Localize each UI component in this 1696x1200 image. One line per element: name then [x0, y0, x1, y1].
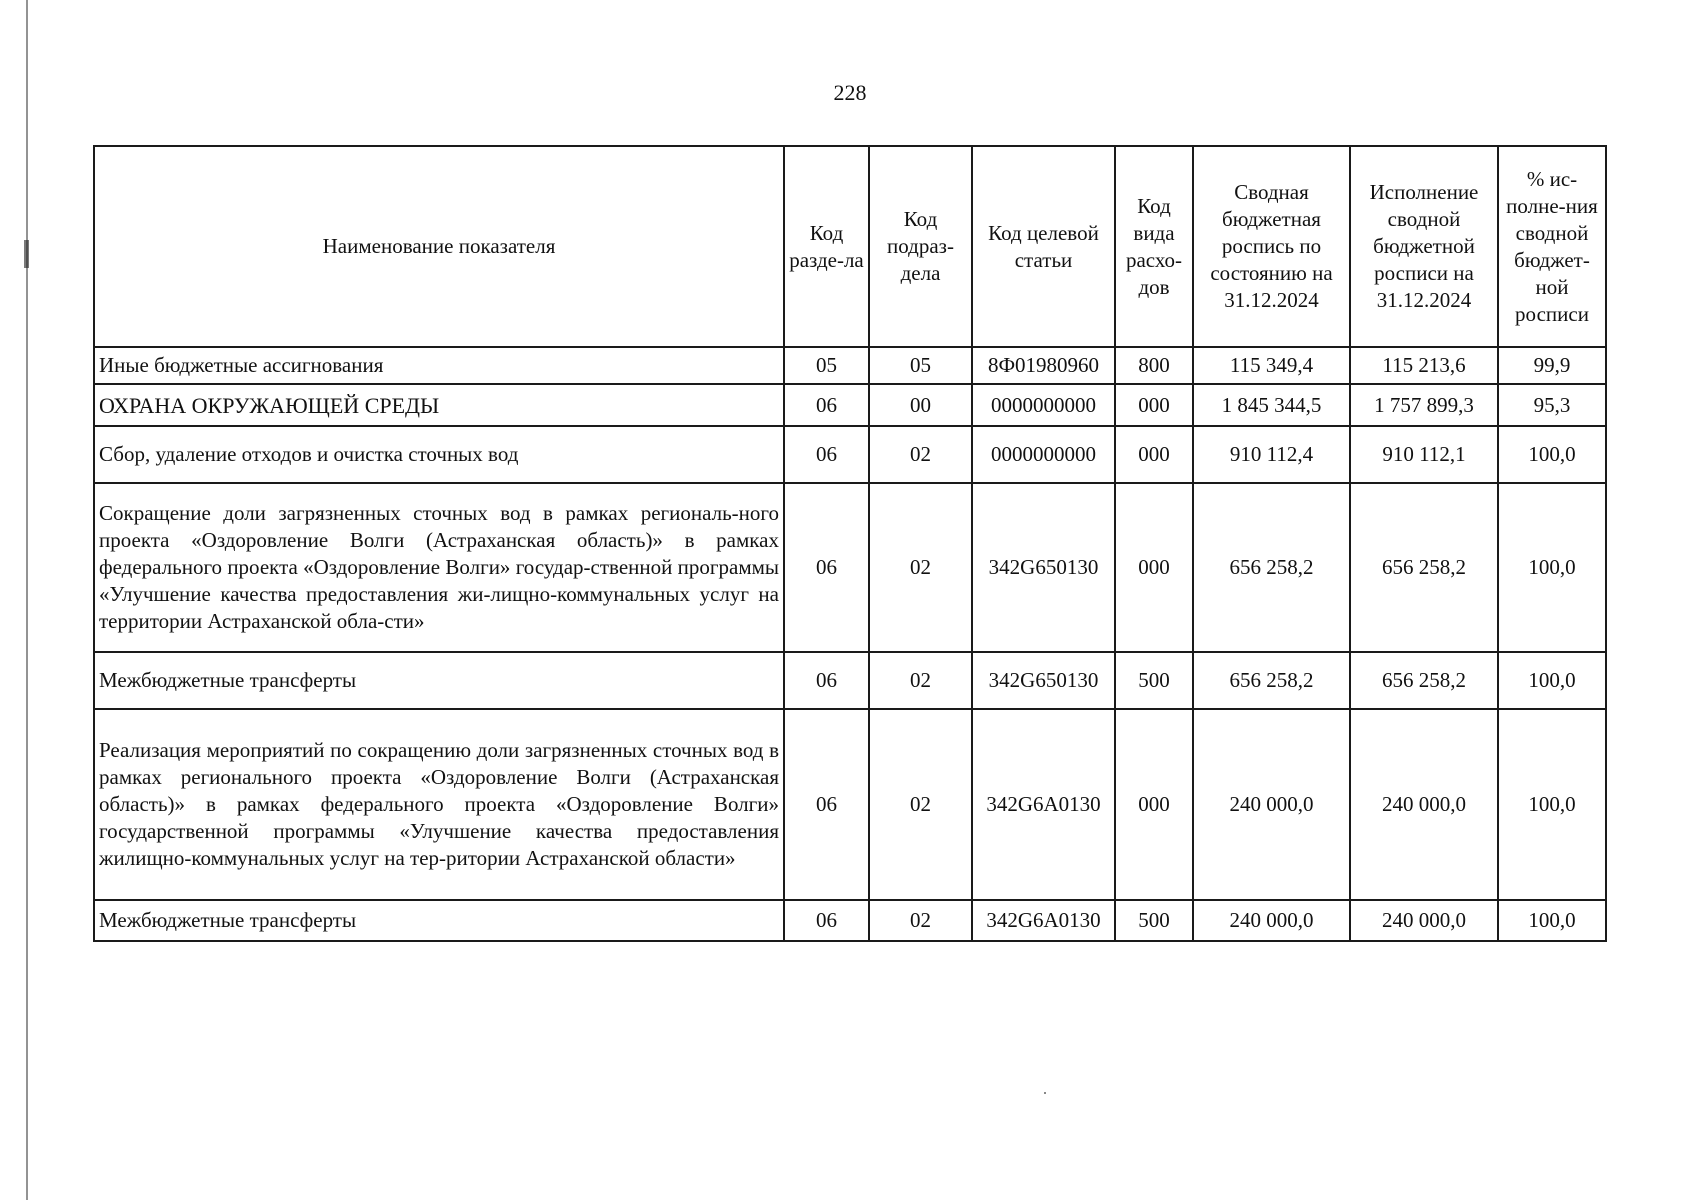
cell-name: Межбюджетные трансферты: [94, 652, 784, 709]
cell-section: 06: [784, 426, 869, 483]
cell-name: Межбюджетные трансферты: [94, 900, 784, 941]
header-target-code: Код целевой статьи: [972, 146, 1115, 347]
cell-planned: 240 000,0: [1193, 900, 1350, 941]
cell-section: 06: [784, 900, 869, 941]
table-row: [94, 384, 1606, 426]
cell-section: 06: [784, 483, 869, 652]
cell-expense-type: 000: [1115, 384, 1193, 426]
cell-executed: 910 112,1: [1350, 426, 1498, 483]
header-section-code: Код разде-ла: [784, 146, 869, 347]
cell-executed: 115 213,6: [1350, 347, 1498, 384]
cell-percent: 100,0: [1498, 426, 1606, 483]
cell-target: 8Ф01980960: [972, 347, 1115, 384]
cell-expense-type: 500: [1115, 900, 1193, 941]
cell-subsection: 02: [869, 426, 972, 483]
cell-section: 06: [784, 652, 869, 709]
budget-execution-table: [93, 145, 1607, 942]
cell-expense-type: 500: [1115, 652, 1193, 709]
cell-percent: 100,0: [1498, 483, 1606, 652]
table-body: [94, 347, 1606, 941]
cell-subsection: 00: [869, 384, 972, 426]
cell-section: 06: [784, 384, 869, 426]
header-percent: % ис-полне-ния сводной бюджет-ной росписи: [1498, 146, 1606, 347]
cell-executed: 240 000,0: [1350, 709, 1498, 900]
table-row: [94, 426, 1606, 483]
cell-planned: 910 112,4: [1193, 426, 1350, 483]
header-name: Наименование показателя: [94, 146, 784, 347]
cell-executed: 240 000,0: [1350, 900, 1498, 941]
table-row: [94, 483, 1606, 652]
cell-section: 06: [784, 709, 869, 900]
cell-expense-type: 000: [1115, 426, 1193, 483]
cell-percent: 95,3: [1498, 384, 1606, 426]
cell-executed: 656 258,2: [1350, 483, 1498, 652]
cell-planned: 1 845 344,5: [1193, 384, 1350, 426]
scan-binding-mark: [24, 240, 29, 268]
cell-target: 342G6A0130: [972, 900, 1115, 941]
page-number: 228: [833, 80, 867, 105]
header-executed: Исполнение сводной бюджетной росписи на 31.12.2024: [1350, 146, 1498, 347]
cell-subsection: 02: [869, 900, 972, 941]
cell-percent: 100,0: [1498, 652, 1606, 709]
cell-target: 342G650130: [972, 483, 1115, 652]
header-expense-type-code: Код вида расхо-дов: [1115, 146, 1193, 347]
cell-target: 342G650130: [972, 652, 1115, 709]
cell-planned: 656 258,2: [1193, 483, 1350, 652]
scan-left-edge: [26, 0, 28, 1200]
cell-expense-type: 000: [1115, 483, 1193, 652]
cell-expense-type: 800: [1115, 347, 1193, 384]
cell-percent: 100,0: [1498, 709, 1606, 900]
table-header: [94, 146, 1606, 347]
cell-expense-type: 000: [1115, 709, 1193, 900]
cell-executed: 1 757 899,3: [1350, 384, 1498, 426]
cell-name: Иные бюджетные ассигнования: [94, 347, 784, 384]
table-row: [94, 709, 1606, 900]
cell-subsection: 02: [869, 483, 972, 652]
table-row: [94, 652, 1606, 709]
cell-percent: 100,0: [1498, 900, 1606, 941]
cell-subsection: 02: [869, 709, 972, 900]
cell-subsection: 05: [869, 347, 972, 384]
header-subsection-code: Код подраз-дела: [869, 146, 972, 347]
cell-executed: 656 258,2: [1350, 652, 1498, 709]
cell-planned: 656 258,2: [1193, 652, 1350, 709]
table-row: [94, 900, 1606, 941]
table-row: [94, 347, 1606, 384]
cell-section: 05: [784, 347, 869, 384]
cell-name: Реализация мероприятий по сокращению доли загрязненных сточных вод в рамках регионального проекта «Оздоровление Волги (Астраханская область)» в рамках федерального проекта «Оздоровление Волги» государственной программы «Улучшение качества предоставления жилищно-коммунальных услуг на тер-ритории Астраханской области»: [94, 709, 784, 900]
cell-target: 342G6A0130: [972, 709, 1115, 900]
scan-speck: [1044, 1092, 1046, 1094]
cell-percent: 99,9: [1498, 347, 1606, 384]
cell-planned: 240 000,0: [1193, 709, 1350, 900]
cell-target: 0000000000: [972, 384, 1115, 426]
header-planned: Сводная бюджетная роспись по состоянию на 31.12.2024: [1193, 146, 1350, 347]
cell-planned: 115 349,4: [1193, 347, 1350, 384]
cell-subsection: 02: [869, 652, 972, 709]
cell-target: 0000000000: [972, 426, 1115, 483]
cell-name: Сокращение доли загрязненных сточных вод в рамках региональ-ного проекта «Оздоровление Волги (Астраханская область)» в рамках федерального проекта «Оздоровление Волги» государ-ственной программы «Улучшение качества предоставления жи-лищно-коммунальных услуг на территории Астраханской обла-сти»: [94, 483, 784, 652]
cell-name: Сбор, удаление отходов и очистка сточных вод: [94, 426, 784, 483]
cell-name: ОХРАНА ОКРУЖАЮЩЕЙ СРЕДЫ: [94, 384, 784, 426]
